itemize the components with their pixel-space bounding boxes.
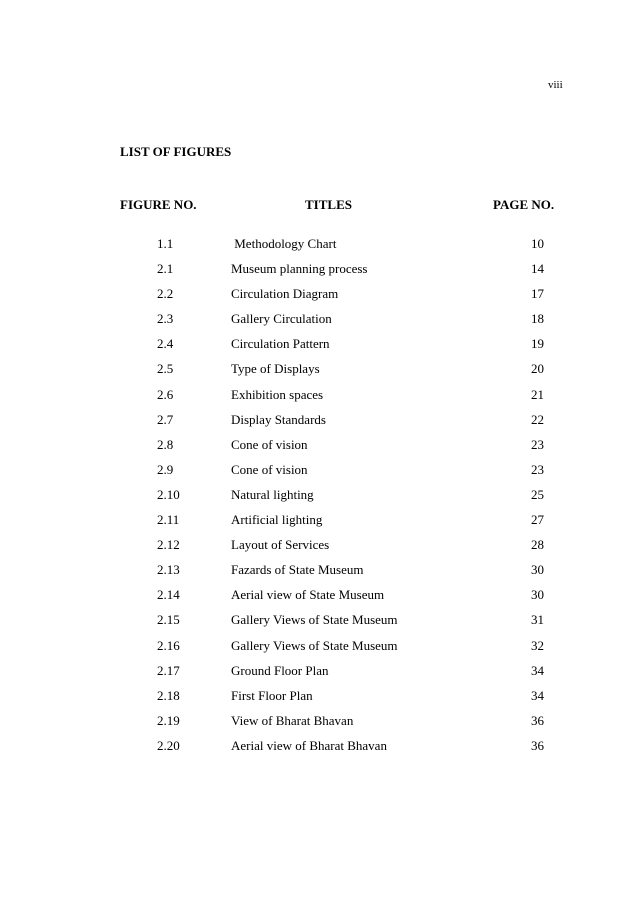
figure-row <box>0 462 638 487</box>
figure-number: 2.5 <box>157 361 174 377</box>
figure-number: 2.19 <box>157 712 180 728</box>
figure-row <box>0 286 638 311</box>
figure-page: 31 <box>531 612 544 628</box>
figure-row <box>0 336 638 361</box>
figure-page: 36 <box>531 737 544 753</box>
figure-title: Type of Displays <box>231 361 320 377</box>
figure-row <box>0 487 638 512</box>
figure-row <box>0 713 638 738</box>
figure-number: 2.11 <box>157 512 180 528</box>
figure-row <box>0 663 638 688</box>
figure-list <box>0 236 638 763</box>
header-figure-no: FIGURE NO. <box>120 197 197 212</box>
figure-row <box>0 612 638 637</box>
figure-row <box>0 562 638 587</box>
figure-title: Ground Floor Plan <box>231 662 329 678</box>
figure-page: 18 <box>531 311 544 327</box>
figure-page: 22 <box>531 411 544 427</box>
figure-number: 2.12 <box>157 537 180 553</box>
figure-title: Fazards of State Museum <box>231 562 364 578</box>
figure-title: Natural lighting <box>231 486 314 502</box>
figure-title: Display Standards <box>231 411 326 427</box>
figure-title: Circulation Diagram <box>231 286 339 302</box>
figure-title: Artificial lighting <box>231 512 323 528</box>
figure-number: 2.9 <box>157 461 174 477</box>
figure-title: Layout of Services <box>231 537 330 553</box>
figure-number: 2.10 <box>157 486 180 502</box>
figure-page: 36 <box>531 712 544 728</box>
figure-row <box>0 688 638 713</box>
figure-number: 2.1 <box>157 261 174 277</box>
figure-row <box>0 587 638 612</box>
figure-number: 2.20 <box>157 737 180 753</box>
figure-title: Museum planning process <box>231 261 368 277</box>
figure-row <box>0 261 638 286</box>
figure-page: 34 <box>531 662 544 678</box>
figure-row <box>0 412 638 437</box>
page-number: viii <box>548 79 563 91</box>
figure-page: 30 <box>531 587 544 603</box>
figure-row <box>0 361 638 386</box>
figure-title: Gallery Views of State Museum <box>231 612 398 628</box>
figure-number: 2.2 <box>157 286 174 302</box>
figure-title: Exhibition spaces <box>231 386 324 402</box>
figure-number: 2.7 <box>157 411 174 427</box>
figure-title: Gallery Circulation <box>231 311 332 327</box>
figure-row <box>0 638 638 663</box>
figure-title: Cone of vision <box>231 436 308 452</box>
figure-number: 2.14 <box>157 587 180 603</box>
figure-row <box>0 512 638 537</box>
header-page-no: PAGE NO. <box>493 197 555 212</box>
figure-title: Aerial view of Bharat Bhavan <box>231 737 387 753</box>
figure-page: 28 <box>531 537 544 553</box>
figure-page: 23 <box>531 436 544 452</box>
figure-page: 21 <box>531 386 544 402</box>
figure-row <box>0 738 638 763</box>
figure-page: 30 <box>531 562 544 578</box>
figure-page: 10 <box>531 236 544 251</box>
figure-page: 34 <box>531 687 544 703</box>
figure-title: Methodology Chart <box>231 236 337 251</box>
figure-number: 2.8 <box>157 436 174 452</box>
figure-page: 32 <box>531 637 544 653</box>
figure-page: 14 <box>531 261 544 277</box>
figure-number: 2.16 <box>157 637 180 653</box>
figure-number: 2.13 <box>157 562 180 578</box>
figure-page: 25 <box>531 486 544 502</box>
figure-page: 17 <box>531 286 544 302</box>
figure-page: 20 <box>531 361 544 377</box>
figure-title: Gallery Views of State Museum <box>231 637 398 653</box>
figure-title: View of Bharat Bhavan <box>231 712 354 728</box>
figure-page: 27 <box>531 512 544 528</box>
figure-row <box>0 311 638 336</box>
header-titles: TITLES <box>305 197 352 212</box>
figure-row <box>0 236 638 261</box>
figure-number: 2.3 <box>157 311 174 327</box>
figure-row <box>0 537 638 562</box>
figure-row <box>0 387 638 412</box>
figure-number: 2.4 <box>157 336 174 352</box>
figure-number: 2.18 <box>157 687 180 703</box>
figure-page: 23 <box>531 461 544 477</box>
list-title: LIST OF FIGURES <box>120 144 232 159</box>
figure-title: Cone of vision <box>231 461 308 477</box>
figure-number: 1.1 <box>157 236 174 251</box>
figure-title: Aerial view of State Museum <box>231 587 385 603</box>
figure-page: 19 <box>531 336 544 352</box>
figure-title: First Floor Plan <box>231 687 313 703</box>
figure-row <box>0 437 638 462</box>
figure-title: Circulation Pattern <box>231 336 330 352</box>
figure-number: 2.6 <box>157 386 174 402</box>
figure-number: 2.15 <box>157 612 180 628</box>
figure-number: 2.17 <box>157 662 180 678</box>
